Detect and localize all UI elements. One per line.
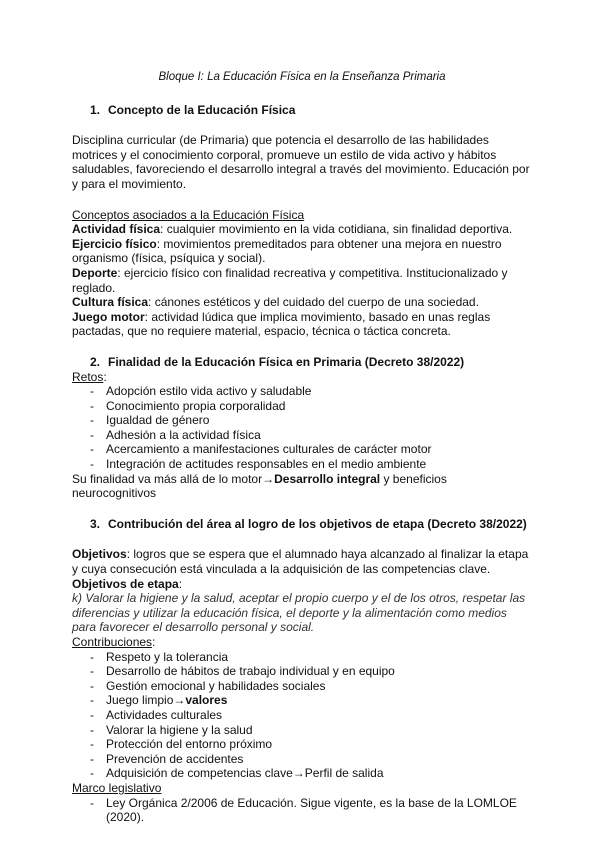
list-item [72, 737, 532, 752]
concept-item [72, 237, 532, 266]
list-item [72, 723, 532, 738]
objetivos-text: : logros que se espera que el alumnado haya alcanzado al finalizar la etapa y cuya consecución está vinculada a la adquisición de las competencias clave. [72, 547, 529, 577]
arrow-icon: → [173, 693, 186, 708]
concept-definition: : ejercicio físico con finalidad recreativa y competitiva. Institucionalizado y reglado. [72, 265, 508, 295]
concept-definition: : movimientos premeditados para obtener una mejora en nuestro organismo (física, psíquica y social). [72, 236, 502, 266]
section-title: Concepto de la Educación Física [108, 102, 296, 117]
marco-list [72, 796, 532, 825]
section-number: 1. [90, 102, 101, 117]
concepts-heading: Conceptos asociados a la Educación Física [72, 207, 305, 222]
concept-item [72, 295, 532, 310]
item-text: Prevención de accidentes [106, 751, 244, 766]
objetivo-k: k) Valorar la higiene y la salud, aceptar el propio cuerpo y el de los otros, respetar las diferencias y utilizar la educación física, el deporte y la alimentación como medios para favorecer el desarrollo personal y social. [72, 591, 526, 635]
finalidad-text: Su finalidad va más allá de lo motor [72, 471, 263, 486]
document-page [72, 70, 532, 825]
section-3-heading [72, 517, 532, 532]
objetivos-etapa-label: Objetivos de etapa [72, 576, 179, 591]
contribuciones-colon: : [152, 635, 156, 649]
finalidad-bold: Desarrollo integral [274, 471, 381, 486]
concept-item [72, 222, 532, 237]
list-item [72, 664, 532, 679]
concept-term: Deporte [72, 265, 118, 280]
list-item [72, 708, 532, 723]
item-text: Valorar la higiene y la salud [106, 722, 253, 737]
list-item [72, 766, 532, 781]
concept-term: Ejercicio físico [72, 236, 157, 251]
objetivos-etapa-heading [72, 577, 532, 592]
concept-definition: : cualquier movimiento en la vida cotidiana, sin finalidad deportiva. [160, 222, 513, 237]
retos-list [72, 384, 532, 472]
concept-term: Juego motor [72, 309, 145, 324]
concept-term: Cultura física [72, 295, 149, 310]
item-text: Respeto y la tolerancia [106, 649, 229, 664]
objetivos-term: Objetivos [72, 547, 127, 562]
list-item [72, 693, 532, 708]
contribuciones-heading [72, 635, 532, 650]
list-item [72, 752, 532, 767]
objetivos-etapa-colon: : [178, 576, 183, 591]
list-item: - Integración de actitudes responsables en el medio ambiente [72, 457, 532, 472]
list-item: - Acercamiento a manifestaciones culturales de carácter motor [72, 442, 532, 457]
item-text: Protección del entorno próximo [106, 737, 273, 752]
retos-colon: : [103, 369, 107, 384]
finalidad-sentence [72, 472, 532, 501]
section-number: 2. [90, 354, 101, 369]
list-item: - Ley Orgánica 2/2006 de Educación. Sigue vigente, es la base de la LOMLOE (2020). [72, 796, 532, 825]
list-item: - Conocimiento propia corporalidad [72, 399, 532, 414]
objetivos-definition [72, 547, 532, 576]
concept-item [72, 266, 532, 295]
contribuciones-label: Contribuciones [72, 635, 153, 649]
item-text: Actividades culturales [106, 707, 223, 722]
section-title: Finalidad de la Educación Física en Primaria (Decreto 38/2022) [108, 354, 465, 369]
finalidad-rest: y beneficios neurocognitivos [72, 471, 447, 501]
item-text: Gestión emocional y habilidades sociales [106, 678, 326, 693]
concept-term: Actividad física [72, 222, 161, 237]
section-1-heading [72, 103, 532, 118]
item-text: Desarrollo de hábitos de trabajo individual y en equipo [106, 664, 395, 679]
page-header: Bloque I: La Educación Física en la Enseñanza Primaria [158, 71, 446, 83]
section-title: Contribución del área al logro de los objetivos de etapa (Decreto 38/2022) [108, 516, 527, 531]
concept-paragraph: Disciplina curricular (de Primaria) que potencia el desarrollo de las habilidades motrices y el conocimiento corporal, promueve un estilo de vida activo y hábitos saludables, favoreciendo el desarrollo integral a través del movimiento. Educación por y para el movimiento. [72, 133, 530, 191]
concept-definition: : cánones estéticos y del cuidado del cuerpo de una sociedad. [148, 295, 479, 310]
arrow-icon: → [262, 471, 275, 486]
item-text: Juego limpio [106, 693, 174, 708]
item-after: Perfil de salida [304, 766, 384, 781]
section-2-heading [72, 355, 532, 370]
marco-heading: Marco legislativo [72, 780, 162, 795]
section-number: 3. [90, 516, 101, 531]
concepts-list [72, 222, 532, 339]
list-item: - Adopción estilo vida activo y saludable [72, 384, 532, 399]
list-item [72, 679, 532, 694]
retos-label: Retos [72, 369, 104, 384]
item-text: Adquisición de competencias clave [106, 766, 293, 781]
contribuciones-list [72, 650, 532, 781]
concept-item [72, 310, 532, 339]
retos-heading [72, 370, 532, 385]
arrow-icon: → [292, 766, 305, 781]
concept-definition: : actividad lúdica que implica movimiento, basado en unas reglas pactadas, que no requiere material, espacio, técnica o táctica concreta. [72, 309, 491, 339]
list-item [72, 650, 532, 665]
list-item: - Igualdad de género [72, 413, 532, 428]
item-bold: valores [185, 693, 228, 708]
list-item: - Adhesión a la actividad física [72, 428, 532, 443]
